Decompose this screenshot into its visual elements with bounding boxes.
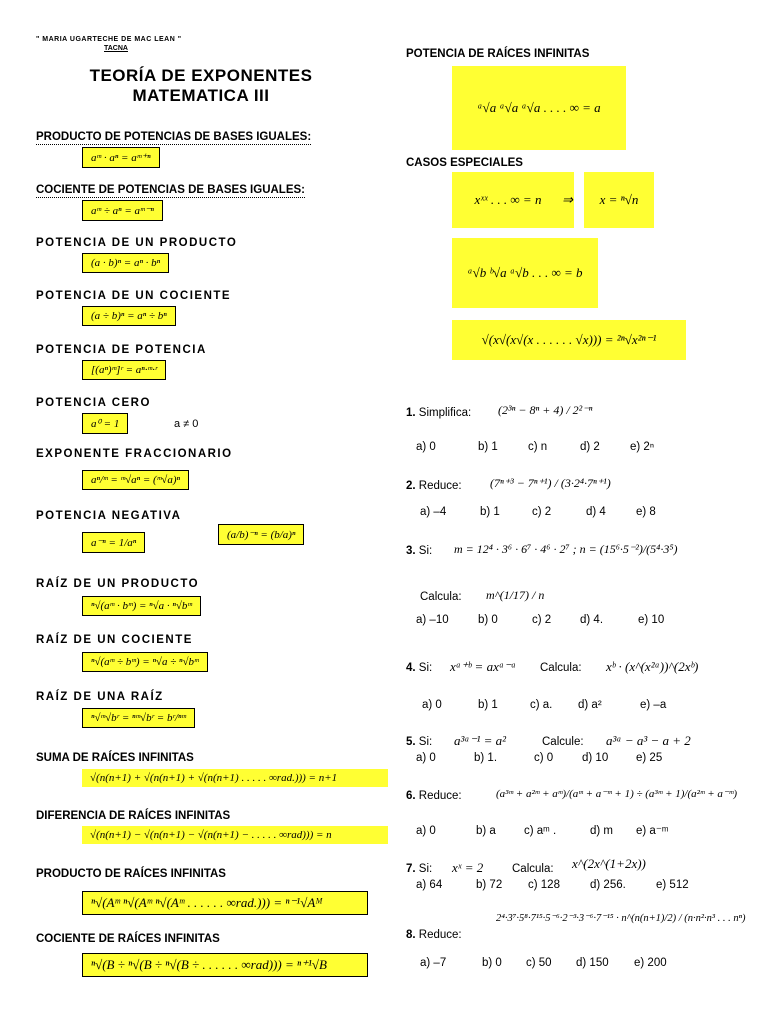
problem-3 <box>406 545 432 557</box>
formula-product-same-base: aᵐ · aⁿ = aᵐ⁺ⁿ <box>82 147 160 168</box>
problem-number: 6. <box>406 790 416 802</box>
problem-4-options <box>422 699 666 711</box>
formula-product-infinite-roots: ⁿ√(Aᵐ ⁿ√(Aᵐ ⁿ√(Aᵐ . . . . . . ∞rad.))) = ⁿ⁻¹√Aᴹ <box>82 891 368 915</box>
problem-number: 7. <box>406 863 416 875</box>
problem-3-extra-expression: m^(1/17) / n <box>486 588 545 602</box>
option-b: b) 0 <box>478 614 498 626</box>
option-d: d) 150 <box>576 957 609 969</box>
option-b: b) 0 <box>482 957 502 969</box>
formula-power-of-quotient: (a ÷ b)ⁿ = aⁿ ÷ bⁿ <box>82 306 176 326</box>
heading-difference-infinite-roots: DIFERENCIA DE RAÍCES INFINITAS <box>36 810 231 822</box>
problem-5-options <box>416 752 662 764</box>
formula-special-case-tower: xˣˣ . . . ∞ = n <box>452 172 564 228</box>
problem-label: Si: <box>418 736 433 748</box>
option-e: e) 10 <box>638 614 665 626</box>
formula-power-zero: a⁰ = 1 <box>82 413 128 434</box>
formula-root-of-root: ⁿ√ᵐ√bʳ = ⁿᵐ√bʳ = bʳ/ⁿᵐ <box>82 708 195 728</box>
formula-quotient-infinite-roots: ⁿ√(B ÷ ⁿ√(B ÷ ⁿ√(B ÷ . . . . . . ∞rad))) = ⁿ⁺¹√B <box>82 953 368 977</box>
formula-negative-fraction-power: (a/b)⁻ⁿ = (b/a)ⁿ <box>218 524 304 545</box>
problem-7-extra-expression: x^(2x^(1+2x)) <box>572 856 646 871</box>
option-e: e) 25 <box>636 752 663 764</box>
problem-5-extra-label: Calcule: <box>542 736 584 748</box>
problem-2-options <box>420 506 656 518</box>
formula-sum-infinite-roots: √(n(n+1) + √(n(n+1) + √(n(n+1) . . . . . ∞rad.))) = n+1 <box>82 769 388 787</box>
problem-3-extra-label: Calcula: <box>420 591 462 603</box>
problem-number: 8. <box>406 929 416 941</box>
formula-difference-infinite-roots: √(n(n+1) − √(n(n+1) − √(n(n+1) − . . . . . ∞rad))) = n <box>82 826 388 844</box>
heading-power-zero: POTENCIA CERO <box>36 397 151 409</box>
option-c: c) n <box>528 441 548 453</box>
heading-special-cases: CASOS ESPECIALES <box>406 157 523 169</box>
heading-power-of-power: POTENCIA DE POTENCIA <box>36 344 207 356</box>
heading-negative-power: POTENCIA NEGATIVA <box>36 510 182 522</box>
option-e: e) 200 <box>634 957 667 969</box>
option-d: d) 4. <box>580 614 604 626</box>
option-e: e) 512 <box>656 879 689 891</box>
problem-5-expression: a³ᵃ⁻¹ = a² <box>454 733 507 748</box>
heading-sum-infinite-roots: SUMA DE RAÍCES INFINITAS <box>36 752 194 764</box>
problem-2 <box>406 480 462 492</box>
option-d: d) a² <box>578 699 602 711</box>
problem-label: Si: <box>418 863 433 875</box>
problem-3-expression: m = 12⁴ · 3⁶ · 6⁷ · 4⁶ · 2⁷ ; n = (15⁶·5⁻²)/(5⁴·3⁵) <box>454 542 678 556</box>
option-b: b) 1 <box>478 699 498 711</box>
heading-fractional-exponent: EXPONENTE FRACCIONARIO <box>36 448 233 460</box>
formula-fractional-exponent: aⁿ/ᵐ = ᵐ√aⁿ = (ᵐ√a)ⁿ <box>82 470 189 490</box>
formula-special-case-solution: x = ⁿ√n <box>584 172 654 228</box>
problem-4-expression: xᵃ⁺ᵇ = axᵃ⁻ᵃ <box>450 659 517 674</box>
option-a: a) 0 <box>416 825 436 837</box>
option-c: c) 2 <box>532 614 552 626</box>
problem-label: Si: <box>418 662 433 674</box>
option-a: a) –4 <box>420 506 447 518</box>
problem-label: Reduce: <box>418 929 462 941</box>
heading-quotient-same-base: COCIENTE DE POTENCIAS DE BASES IGUALES: <box>36 184 306 196</box>
option-b: b) a <box>476 825 496 837</box>
option-e: e) –a <box>640 699 667 711</box>
option-e: e) 2ⁿ <box>630 441 655 453</box>
problem-number: 3. <box>406 545 416 557</box>
formula-power-of-power: [(aⁿ)ᵐ]ʳ = aⁿ·ᵐ·ʳ <box>82 360 166 380</box>
problem-8-options <box>420 957 667 969</box>
problem-5-extra-expression: a³ᵃ − a³ − a + 2 <box>606 733 691 748</box>
problem-7-expression: xˣ = 2 <box>452 860 484 875</box>
problem-4-extra-expression: xᵇ · (x^(x²ᵃ))^(2xᵇ) <box>606 659 699 674</box>
problem-label: Reduce: <box>418 480 462 492</box>
problem-4 <box>406 662 432 674</box>
problem-7 <box>406 863 432 875</box>
option-d: d) 10 <box>582 752 609 764</box>
option-d: d) 4 <box>586 506 606 518</box>
option-b: b) 1. <box>474 752 498 764</box>
option-a: a) 64 <box>416 879 443 891</box>
heading-infinite-power-roots: POTENCIA DE RAÍCES INFINITAS <box>406 48 590 60</box>
option-c: c) aᵐ . <box>524 825 557 837</box>
option-c: c) 50 <box>526 957 552 969</box>
problem-2-expression: (7ⁿ⁺³ − 7ⁿ⁺¹) / (3·2⁴·7ⁿ⁺¹) <box>490 476 611 490</box>
problem-6-options <box>416 823 668 837</box>
option-a: a) 0 <box>416 752 436 764</box>
school-name: " MARIA UGARTECHE DE MAC LEAN " <box>36 36 182 43</box>
problem-1-expression: (2³ⁿ − 8ⁿ + 4) / 2²⁻ⁿ <box>498 403 593 417</box>
heading-root-of-quotient: RAÍZ DE UN COCIENTE <box>36 634 193 646</box>
problem-number: 5. <box>406 736 416 748</box>
problem-7-extra-label: Calcula: <box>512 863 554 875</box>
problem-1 <box>406 407 471 419</box>
option-c: c) a. <box>530 699 553 711</box>
problem-5 <box>406 736 432 748</box>
formula-quotient-same-base: aᵐ ÷ aⁿ = aᵐ⁻ⁿ <box>82 200 163 221</box>
option-c: c) 0 <box>534 752 554 764</box>
option-e: e) a⁻ᵐ <box>636 825 669 837</box>
formula-root-of-quotient: ⁿ√(aᵐ ÷ bᵐ) = ⁿ√a ÷ ⁿ√bᵐ <box>82 652 208 672</box>
heading-product-infinite-roots: PRODUCTO DE RAÍCES INFINITAS <box>36 868 226 880</box>
problem-number: 4. <box>406 662 416 674</box>
option-c: c) 2 <box>532 506 552 518</box>
problem-3-options <box>416 614 664 626</box>
city-name: TACNA <box>104 45 128 52</box>
heading-power-of-quotient: POTENCIA DE UN COCIENTE <box>36 290 232 302</box>
option-b: b) 1 <box>480 506 500 518</box>
problem-1-options <box>416 441 654 453</box>
option-a: a) 0 <box>416 441 436 453</box>
problem-8-expression: 2⁴·3⁷·5⁸·7¹⁵·5⁻⁶·2⁻³·3⁻⁶·7⁻¹⁵ · n^(n(n+1)/2) / (n·n²·n³ . . . nⁿ) <box>496 913 746 924</box>
formula-infinite-power-roots: ᵃ√a ᵃ√a ᵃ√a . . . . ∞ = a <box>452 66 626 150</box>
heading-root-of-root: RAÍZ DE UNA RAÍZ <box>36 691 164 703</box>
page-subtitle: MATEMATICA III <box>132 86 270 105</box>
problem-label: Si: <box>418 545 433 557</box>
option-b: b) 72 <box>476 879 503 891</box>
formula-root-of-product: ⁿ√(aᵐ · bᵐ) = ⁿ√a · ⁿ√bᵐ <box>82 596 201 616</box>
problem-label: Simplifica: <box>418 407 472 419</box>
option-a: a) –10 <box>416 614 449 626</box>
problem-8 <box>406 929 462 941</box>
problem-number: 2. <box>406 480 416 492</box>
heading-root-of-product: RAÍZ DE UN PRODUCTO <box>36 578 200 590</box>
page-title: TEORÍA DE EXPONENTES <box>89 66 313 85</box>
problem-6-expression: (a³ᵐ + a²ᵐ + aᵐ)/(aᵐ + a⁻ᵐ + 1) ÷ (a³ᵐ + 1)/(a²ᵐ + a⁻ᵐ) <box>496 788 737 800</box>
problem-label: Reduce: <box>418 790 462 802</box>
problem-4-extra-label: Calcula: <box>540 662 582 674</box>
heading-quotient-infinite-roots: COCIENTE DE RAÍCES INFINITAS <box>36 933 220 945</box>
option-e: e) 8 <box>636 506 656 518</box>
heading-product-same-base: PRODUCTO DE POTENCIAS DE BASES IGUALES: <box>36 131 312 143</box>
option-d: d) m <box>590 825 613 837</box>
problem-number: 1. <box>406 407 416 419</box>
option-d: d) 256. <box>590 879 626 891</box>
formula-special-case-nested-root: √(x√(x√(x . . . . . . √x))) = ²ⁿ√x²ⁿ⁻¹ <box>452 320 686 360</box>
option-d: d) 2 <box>580 441 600 453</box>
note-nonzero: a ≠ 0 <box>174 418 199 430</box>
formula-power-of-product: (a · b)ⁿ = aⁿ · bⁿ <box>82 253 169 273</box>
formula-special-case-alternating: ᵃ√b ᵇ√a ᵃ√b . . . ∞ = b <box>452 238 598 308</box>
option-a: a) 0 <box>422 699 442 711</box>
option-b: b) 1 <box>478 441 498 453</box>
heading-power-of-product: POTENCIA DE UN PRODUCTO <box>36 237 238 249</box>
option-a: a) –7 <box>420 957 447 969</box>
option-c: c) 128 <box>528 879 560 891</box>
problem-7-options <box>416 879 689 891</box>
problem-6 <box>406 790 462 802</box>
arrow-implies-icon: ⇒ <box>560 172 574 228</box>
formula-negative-power: a⁻ⁿ = 1/aⁿ <box>82 532 145 553</box>
